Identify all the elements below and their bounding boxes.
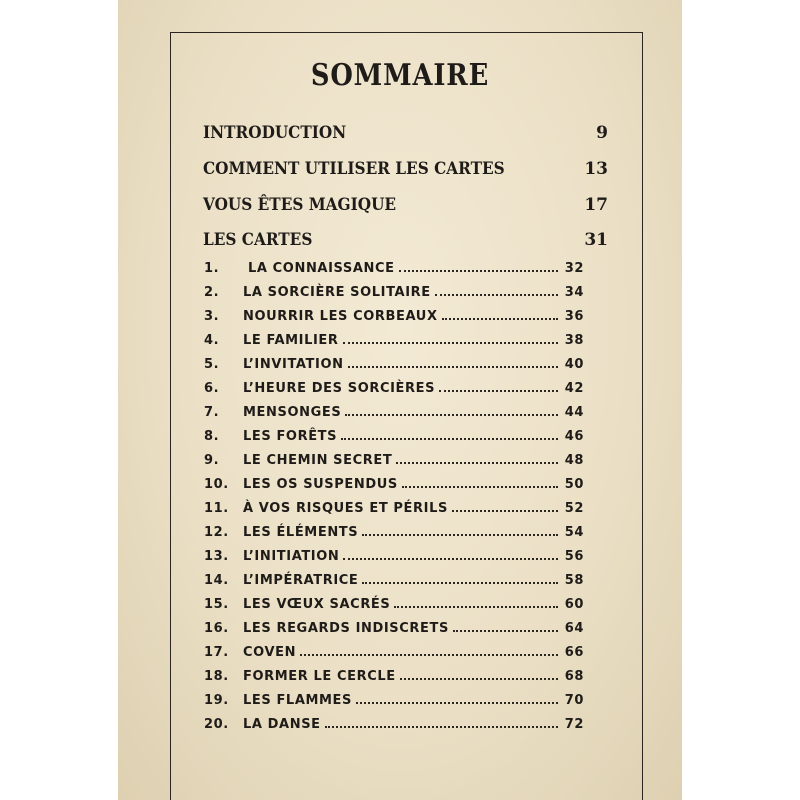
toc-entry	[204, 523, 584, 543]
toc-entry	[204, 595, 584, 615]
entry-number: 18.	[204, 669, 229, 684]
entry-label: LE FAMILIER	[243, 333, 339, 348]
entry-label: LES FLAMMES	[243, 693, 352, 708]
entry-number: 10.	[204, 477, 229, 492]
toc-entry	[204, 379, 584, 399]
entry-page: 64	[564, 621, 584, 636]
dot-leader	[435, 283, 558, 296]
section-introduction	[203, 123, 608, 151]
toc-entry	[204, 547, 584, 567]
entry-label: MENSONGES	[243, 405, 342, 420]
entry-page: 52	[564, 501, 584, 516]
entry-label: LE CHEMIN SECRET	[243, 453, 393, 468]
entry-page: 48	[564, 453, 584, 468]
section-label: LES CARTES	[203, 230, 313, 250]
entry-label: L’INITIATION	[243, 549, 340, 564]
entry-number: 15.	[204, 597, 229, 612]
entry-page: 46	[564, 429, 584, 444]
section-page: 9	[596, 123, 608, 143]
entry-page: 70	[564, 693, 584, 708]
entry-number: 4.	[204, 333, 220, 348]
toc-entry	[204, 307, 584, 327]
entry-label: LES OS SUSPENDUS	[243, 477, 398, 492]
entry-number: 2.	[204, 285, 220, 300]
entry-page: 54	[564, 525, 584, 540]
dot-leader	[439, 379, 558, 392]
entry-label: LES FORÊTS	[243, 429, 338, 444]
entry-number: 20.	[204, 717, 229, 732]
entry-label: LES REGARDS INDISCRETS	[243, 621, 449, 636]
entry-page: 34	[564, 285, 584, 300]
toc-entry	[204, 451, 584, 471]
dot-leader	[343, 331, 558, 344]
dot-leader	[341, 427, 558, 440]
section-label: INTRODUCTION	[203, 123, 347, 143]
dot-leader	[396, 451, 558, 464]
dot-leader	[356, 691, 558, 704]
entry-label: LA CONNAISSANCE	[248, 261, 395, 276]
entry-label: FORMER LE CERCLE	[243, 669, 396, 684]
dot-leader	[399, 259, 558, 272]
entry-page: 32	[564, 261, 584, 276]
entry-label: LES ÉLÉMENTS	[243, 525, 359, 540]
entry-page: 50	[564, 477, 584, 492]
section-page: 17	[584, 195, 608, 215]
entry-label: LA SORCIÈRE SOLITAIRE	[243, 285, 431, 300]
section-comment-utiliser	[203, 159, 608, 187]
entry-number: 6.	[204, 381, 220, 396]
dot-leader	[394, 595, 558, 608]
section-page: 31	[584, 230, 608, 250]
entry-page: 68	[564, 669, 584, 684]
entry-number: 19.	[204, 693, 229, 708]
entry-number: 5.	[204, 357, 220, 372]
toc-entry	[204, 427, 584, 447]
entry-label: COVEN	[243, 645, 297, 660]
entry-number: 9.	[204, 453, 220, 468]
book-page	[118, 0, 682, 800]
dot-leader	[343, 547, 558, 560]
dot-leader	[345, 403, 558, 416]
entry-number: 1.	[204, 261, 220, 276]
toc-entry	[204, 715, 584, 735]
entry-label: L’HEURE DES SORCIÈRES	[243, 381, 436, 396]
entry-label: LA DANSE	[243, 717, 321, 732]
entry-page: 60	[564, 597, 584, 612]
toc-entry	[204, 619, 584, 639]
entry-page: 36	[564, 309, 584, 324]
entry-page: 40	[564, 357, 584, 372]
entry-page: 58	[564, 573, 584, 588]
entry-number: 13.	[204, 549, 229, 564]
dot-leader	[453, 619, 558, 632]
toc-entry	[204, 403, 584, 423]
dot-leader	[348, 355, 558, 368]
toc-entry	[204, 283, 584, 303]
toc-entry	[204, 331, 584, 351]
toc-entry	[204, 571, 584, 591]
entry-page: 56	[564, 549, 584, 564]
dot-leader	[300, 643, 558, 656]
entry-number: 12.	[204, 525, 229, 540]
entry-page: 38	[564, 333, 584, 348]
entry-label: L’IMPÉRATRICE	[243, 573, 359, 588]
entry-number: 16.	[204, 621, 229, 636]
toc-entry	[204, 643, 584, 663]
entry-number: 7.	[204, 405, 220, 420]
section-vous-etes-magique	[203, 195, 608, 223]
section-page: 13	[584, 159, 608, 179]
toc-entry	[204, 667, 584, 687]
section-label: COMMENT UTILISER LES CARTES	[203, 159, 505, 179]
dot-leader	[362, 523, 558, 536]
entry-number: 14.	[204, 573, 229, 588]
dot-leader	[325, 715, 558, 728]
entry-label: LES VŒUX SACRÉS	[243, 597, 391, 612]
dot-leader	[452, 499, 558, 512]
section-label: VOUS ÊTES MAGIQUE	[203, 195, 397, 215]
toc-entry	[204, 475, 584, 495]
page-title: SOMMAIRE	[310, 58, 490, 93]
toc-entry	[204, 355, 584, 375]
dot-leader	[442, 307, 558, 320]
toc-entry	[204, 259, 584, 279]
entry-number: 8.	[204, 429, 220, 444]
dot-leader	[400, 667, 558, 680]
entry-number: 3.	[204, 309, 220, 324]
toc-entry	[204, 691, 584, 711]
section-les-cartes	[203, 230, 608, 258]
toc-entry	[204, 499, 584, 519]
entry-page: 44	[564, 405, 584, 420]
entry-label: À VOS RISQUES ET PÉRILS	[243, 501, 448, 516]
entry-label: NOURRIR LES CORBEAUX	[243, 309, 438, 324]
dot-leader	[402, 475, 558, 488]
entry-number: 11.	[204, 501, 229, 516]
entry-page: 42	[564, 381, 584, 396]
entry-label: L’INVITATION	[243, 357, 344, 372]
entry-number: 17.	[204, 645, 229, 660]
dot-leader	[362, 571, 558, 584]
entry-page: 66	[564, 645, 584, 660]
entry-page: 72	[564, 717, 584, 732]
